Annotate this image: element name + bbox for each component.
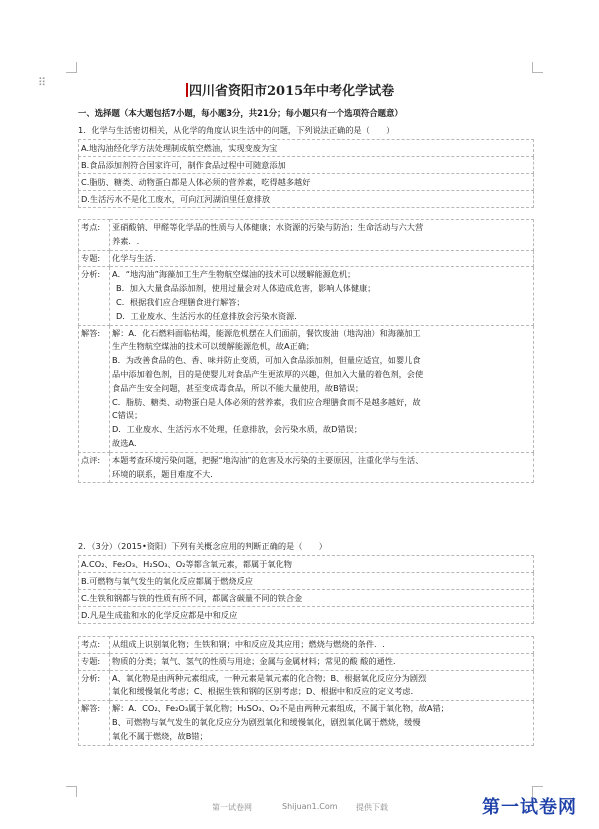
crop-mark-top-left (66, 62, 77, 73)
analysis-row-jieda (79, 701, 534, 745)
text-line: A、氧化物是由两种元素组成，一种元素是氧元素的化合物；B、根据氧化反应分为剧烈 (112, 672, 427, 683)
row-label: 分析: (79, 267, 110, 325)
title-text: 四川省资阳市2015年中考化学试卷 (189, 84, 395, 99)
question-2-options (78, 555, 534, 624)
analysis-row-kaodian (79, 220, 534, 251)
row-label: 解答: (79, 325, 110, 452)
footer-right: 提供下载 (356, 803, 388, 812)
footer-left: 第一试卷网 (212, 803, 252, 812)
drag-handle-icon[interactable]: ⠿ (38, 76, 48, 89)
option-d: D.生活污水不是化工废水，可向江河湖泊里任意排放 (79, 191, 534, 208)
option-b: B.食品添加剂符合国家许可，制作食品过程中可随意添加 (79, 157, 534, 174)
text-line: 故选A． (112, 437, 143, 448)
row-content (110, 670, 534, 701)
text-line: 食品产生安全问题，甚至变成毒食品，所以不能大量使用，故B错误； (112, 382, 364, 393)
row-content: 从组成上识别氧化物；生铁和钢；中和反应及其应用；燃烧与燃烧的条件．. (110, 637, 534, 654)
row-content (110, 701, 534, 745)
question-1-stem: 1．化学与生活密切相关，从化学的角度认识生活中的问题，下列说法正确的是（ ） (78, 125, 395, 135)
row-label: 考点: (79, 220, 110, 251)
row-content (110, 220, 534, 251)
text-line: 品中添加着色剂，目的是使婴儿对食品产生更浓厚的兴趣，但加入大量的着色剂，会使 (112, 368, 424, 379)
row-label: 点评: (79, 452, 110, 483)
crop-mark-top-right (532, 62, 543, 73)
analysis-row-zhuanti (79, 653, 534, 670)
footer-mid: Shijuan1.Com (282, 802, 338, 811)
row-content: 化学与生活． (110, 250, 534, 267)
text-line: A．“地沟油”海藻加工生产生物航空煤油的技术可以缓解能源危机； (112, 269, 356, 280)
row-content (110, 452, 534, 483)
analysis-row-dianping (79, 452, 534, 483)
row-label: 考点: (79, 637, 110, 654)
text-line: 环境的联系，题目难度不大． (112, 468, 219, 479)
text-line: 解：A．CO₂、Fe₂O₃属于氧化物；H₂SO₃、O₂不是由两种元素组成，不属于氧化物，故A错； (112, 703, 449, 714)
question-2-analysis (78, 636, 534, 746)
option-c: C.生铁和钢都与铁的性质有所不同，都属含碳量不同的铁合金 (79, 590, 534, 607)
question-1-options (78, 139, 534, 208)
document-title (186, 80, 446, 99)
analysis-row-kaodian (79, 637, 534, 654)
row-content: 物质的分类；氧气、氢气的性质与用途；金属与金属材料；常见的酸 酸的通性． (110, 653, 534, 670)
option-a: A.地沟油经化学方法处理制成航空燃油，实现变废为宝 (79, 140, 534, 157)
row-label: 专题: (79, 653, 110, 670)
section-heading: 一、选择题（本大题包括7小题，每小题3分，共21分；每小题只有一个选项符合题意） (78, 108, 403, 118)
text-line: 养素．. (112, 235, 140, 246)
text-line: C．根据我们应合理膳食进行解答； (116, 296, 245, 307)
crop-mark-bottom-left (66, 786, 77, 797)
row-label: 专题: (79, 250, 110, 267)
question-2-stem: 2．（3分）（2015•资阳）下列有关概念应用的判断正确的是（ ） (78, 541, 327, 551)
row-label: 分析: (79, 670, 110, 701)
analysis-row-jieda (79, 325, 534, 452)
text-line: B．为改善食品的色、香、味并防止变质，可加入食品添加剂，但量应适宜，如婴儿食 (112, 355, 421, 366)
text-line: 亚硝酸钠、甲醛等化学品的性质与人体健康；水资源的污染与防治；生命活动与六大营 (112, 222, 424, 232)
brand-logo: 第一试卷网 (482, 797, 577, 818)
text-line: 解：A．化石燃料面临枯竭，能源危机摆在人们面前，餐饮废油（地沟油）和海藻加工 (112, 327, 421, 338)
text-line: 氧化和缓慢氧化考虑；C、根据生铁和钢的区别考虑；D、根据中和反应的定义考虑． (112, 686, 419, 697)
analysis-row-fenxi (79, 267, 534, 325)
text-line: C错误； (112, 410, 143, 421)
row-content (110, 267, 534, 325)
text-line: 氧化不属于燃烧，故B错； (112, 730, 208, 741)
text-line: C．脂肪、糖类、动物蛋白是人体必须的营养素，我们应合理膳食而不是越多越好，故 (112, 396, 421, 407)
row-content (110, 325, 534, 452)
question-1-analysis (78, 219, 534, 483)
option-d: D.凡是生成盐和水的化学反应都是中和反应 (79, 607, 534, 624)
text-line: 生产生物航空煤油的技术可以缓解能源危机，故A正确； (112, 341, 315, 352)
text-line: D．工业废水、生活污水的任意排放会污染水资源． (116, 310, 303, 321)
option-a: A.CO₂、Fe₂O₃、H₂SO₃、O₂等都含氧元素，都属于氧化物 (79, 556, 534, 573)
text-line: D．工业废水、生活污水不处理，任意排放，会污染水质，故D错误； (112, 424, 363, 435)
analysis-row-zhuanti (79, 250, 534, 267)
row-label: 解答: (79, 701, 110, 745)
option-b: B.可燃物与氧气发生的氧化反应都属于燃烧反应 (79, 573, 534, 590)
text-line: B、可燃物与氧气发生的氧化反应分为剧烈氧化和缓慢氧化，剧烈氧化属于燃烧，缓慢 (112, 716, 421, 727)
text-line: 本题考查环境污染问题，把握“地沟油”的危害及水污染的主要原因，注重化学与生活、 (112, 454, 424, 465)
text-cursor (186, 83, 188, 97)
option-c: C.脂肪、糖类、动物蛋白都是人体必须的营养素，吃得越多越好 (79, 174, 534, 191)
text-line: B．加入大量食品添加剂，使用过量会对人体造成危害，影响人体健康； (116, 283, 376, 294)
analysis-row-fenxi (79, 670, 534, 701)
